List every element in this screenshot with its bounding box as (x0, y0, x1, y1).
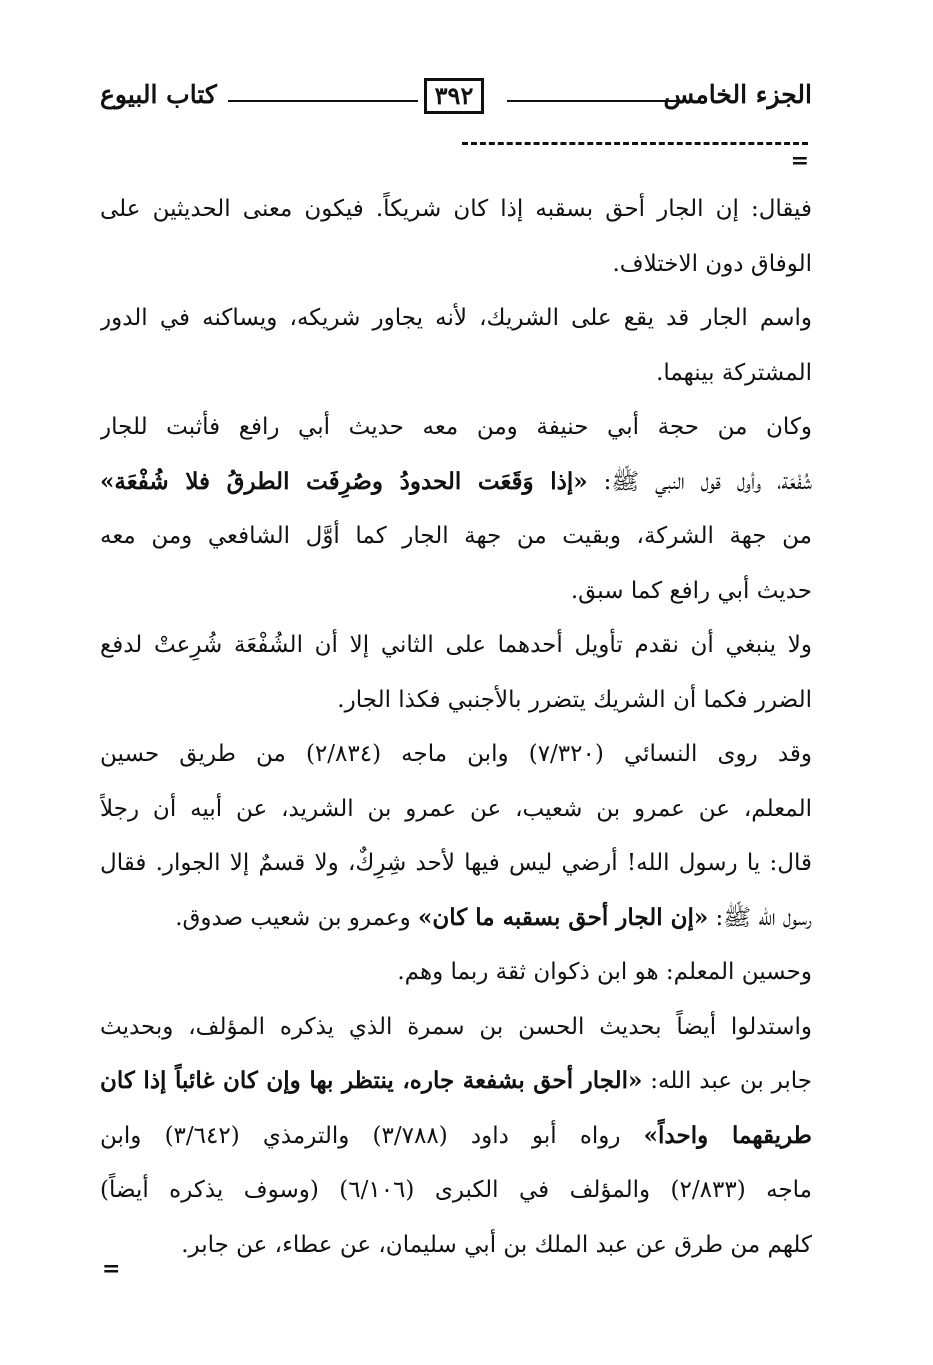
text-run: المشتركة بينهما. (656, 359, 812, 386)
page-number: ٣٩٢ (424, 78, 484, 114)
text-line (100, 182, 812, 237)
text-run: المعلم، عن عمرو بن شعيب، عن عمرو بن الشريد، عن أبيه أن رجلاً (100, 795, 812, 822)
text-line (100, 1000, 812, 1055)
text-run: جابر بن عبد الله: (642, 1068, 812, 1094)
text-line (100, 1163, 812, 1218)
text-line (100, 673, 812, 728)
volume-title: الجزء الخامس (663, 80, 812, 109)
text-line (100, 291, 812, 346)
text-line (100, 400, 812, 455)
text-run: رواه أبو داود (٣/٧٨٨) والترمذي (٣/٦٤٢) وابن (100, 1122, 644, 1149)
text-run: الوفاق دون الاختلاف. (612, 250, 812, 277)
header-dashed-divider (462, 142, 808, 145)
text-line (100, 455, 812, 510)
header-rule-left (228, 100, 418, 102)
text-line (100, 782, 812, 837)
text-line (100, 1054, 812, 1109)
text-run: وحسين المعلم: هو ابن ذكوان ثقة ربما وهم. (397, 959, 812, 985)
text-run: رسول الله ﷺ: (708, 904, 812, 931)
page-header (100, 72, 812, 122)
text-line (100, 836, 812, 891)
text-run: الضرر فكما أن الشريك يتضرر بالأجنبي فكذا الجار. (337, 686, 812, 713)
text-run: وقد روى النسائي (٧/٣٢٠) وابن ماجه (٢/٨٣٤) من طريق حسين (100, 741, 812, 767)
text-run: وكان من حجة أبي حنيفة ومن معه حديث أبي رافع فأثبت للجار (100, 414, 812, 440)
text-line (100, 237, 812, 292)
text-run: ولا ينبغي أن نقدم تأويل أحدهما على الثاني إلا أن الشُفْعَة شُرِعتْ لدفع (100, 632, 812, 658)
text-run: وعمرو بن شعيب صدوق. (175, 904, 419, 931)
text-line (100, 509, 812, 564)
text-line (100, 891, 812, 946)
text-run: من جهة الشركة، وبقيت من جهة الجار كما أوَّل الشافعي ومن معه (100, 523, 812, 549)
continuation-mark-top: = (790, 148, 809, 174)
continuation-mark-bottom: = (102, 1256, 121, 1282)
text-line (100, 1109, 812, 1164)
text-line (100, 346, 812, 401)
text-line (100, 1218, 812, 1273)
text-line (100, 945, 812, 1000)
hadith-quote: «إذا وَقَعَت الحدودُ وصُرِفَت الطرقُ فلا شُفْعَة» (100, 467, 588, 495)
hadith-quote: «الجار أحق بشفعة جاره، ينتظر بها وإن كان غائباً إذا كان (100, 1067, 643, 1094)
text-run: واسم الجار قد يقع على الشريك، لأنه يجاور شريكه، ويساكنه في الدور (100, 305, 812, 331)
text-run: كلهم من طرق عن عبد الملك بن أبي سليمان، عن عطاء، عن جابر. (181, 1231, 812, 1258)
text-line (100, 618, 812, 673)
text-run: قال: يا رسول الله! أرضي ليس فيها لأحد شِرِكٌ، ولا قسمٌ إلا الجوار. فقال (100, 850, 812, 876)
hadith-quote: طريقهما واحداً» (643, 1121, 812, 1149)
hadith-quote: «إن الجار أحق بسقبه ما كان» (418, 903, 709, 931)
book-title: كتاب البيوع (100, 80, 217, 109)
text-run: فيقال: إن الجار أحق بسقبه إذا كان شريكاً. فيكون معنى الحديثين على (100, 196, 812, 222)
text-run: واستدلوا أيضاً بحديث الحسن بن سمرة الذي يذكره المؤلف، وبحديث (100, 1013, 812, 1040)
text-line (100, 564, 812, 619)
text-run: حديث أبي رافع كما سبق. (570, 577, 812, 604)
header-rule-right (507, 100, 677, 102)
text-run: ماجه (٢/٨٣٣) والمؤلف في الكبرى (٦/١٠٦) (وسوف يذكره أيضاً) (100, 1177, 812, 1203)
text-run: شُفْعَة، وأول قول النبي ﷺ: (587, 468, 812, 495)
body-text (100, 182, 812, 1272)
text-line (100, 727, 812, 782)
